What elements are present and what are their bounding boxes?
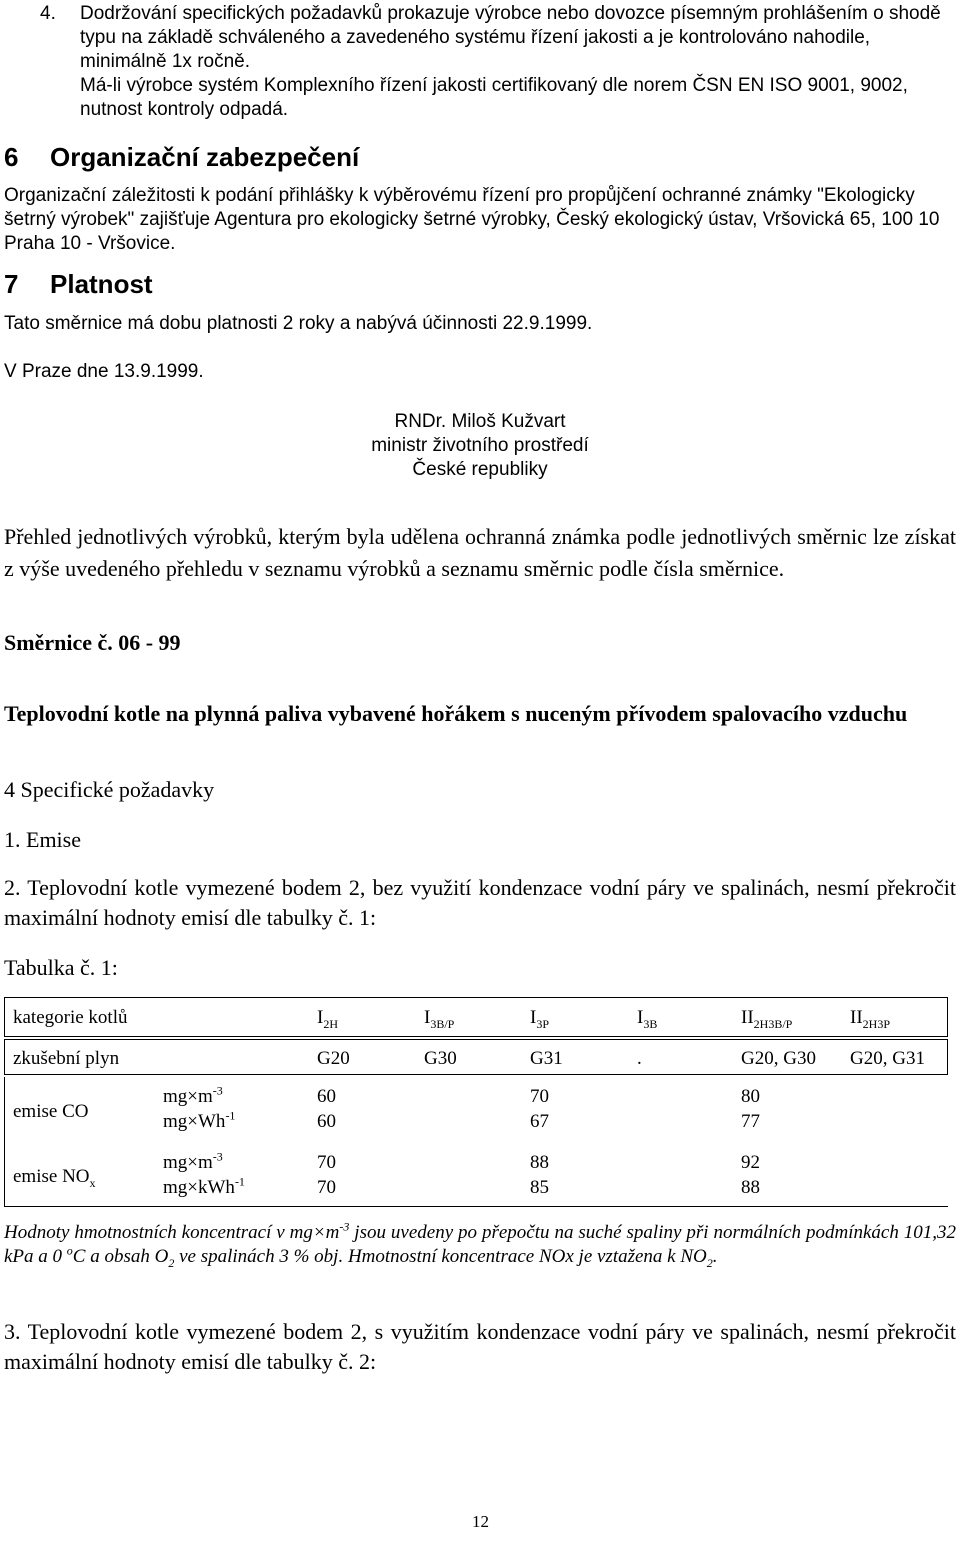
- nox-v1a: 70: [317, 1152, 336, 1173]
- category-ii2h3bp-sub: 2H3B/P: [753, 1016, 793, 1031]
- section-6-title: Organizační zabezpečení: [50, 142, 360, 172]
- category-i2h-base: I: [317, 1007, 324, 1028]
- section-6-number: 6: [4, 142, 19, 172]
- note-sup-1: -3: [339, 1219, 350, 1234]
- emissions-heading: 1. Emise: [4, 827, 81, 852]
- co-v1a: 60: [317, 1086, 336, 1107]
- point-2: 2. Teplovodní kotle vymezené bodem 2, bez využití kondenzace vodní páry ve spalinách, nesmí překročit maximální hodnoty emisí dle tabulky č. 1:: [4, 875, 956, 930]
- nox-label-sub: x: [89, 1175, 96, 1190]
- category-i3bp-sub: 3B/P: [430, 1016, 455, 1031]
- item-4: [40, 2, 955, 122]
- nox-unit-m3-sup: -3: [212, 1149, 223, 1164]
- category-i3p: [530, 1007, 549, 1029]
- category-i3bp: [424, 1007, 454, 1029]
- table-emission-block: [4, 1077, 948, 1207]
- section-6-heading: [4, 142, 359, 172]
- co-v1b: 60: [317, 1111, 336, 1132]
- nox-v3a: 92: [741, 1152, 760, 1173]
- nox-label-base: emise NO: [13, 1166, 90, 1187]
- co-unit-wh-base: mg×Wh: [163, 1111, 226, 1132]
- category-ii2h3bp-base: II: [741, 1007, 754, 1028]
- gas-label: zkušební plyn: [13, 1048, 120, 1069]
- note-part-2: jsou uvedeny po přepočtu na suché spaliny při normálních podmínkách 101,32 kPa a 0: [4, 1222, 957, 1267]
- note-part-4: ve spalinách 3 % obj. Hmotnostní koncentrace NOx je vztažena k NO: [174, 1246, 707, 1267]
- co-label: emise CO: [13, 1101, 89, 1122]
- co-unit-wh-sup: -1: [225, 1108, 236, 1123]
- co-unit-m3: [163, 1083, 223, 1108]
- overview-paragraph: Přehled jednotlivých výrobků, kterým byla udělena ochranná známka podle jednotlivých směrnic lze získat z výše uvedeného přehledu v seznamu výrobků a seznamu směrnic podle čísla směrnice.: [4, 524, 956, 581]
- co-unit-m3-base: mg×m: [163, 1086, 213, 1107]
- page-number: 12: [472, 1512, 489, 1531]
- nox-unit-m3: [163, 1149, 223, 1174]
- item-4-number: 4.: [40, 3, 56, 24]
- co-v3a: 80: [741, 1086, 760, 1107]
- co-v2b: 67: [530, 1111, 549, 1132]
- table-caption: Tabulka č. 1:: [4, 955, 118, 980]
- co-unit-wh: [163, 1108, 236, 1133]
- nox-unit-kwh: [163, 1174, 245, 1199]
- point-3: 3. Teplovodní kotle vymezené bodem 2, s využitím kondenzace vodní páry ve spalinách, nesmí překročit maximální hodnoty emisí dle tabulky č. 2:: [4, 1319, 956, 1374]
- co-v2a: 70: [530, 1086, 549, 1107]
- place-date: V Praze dne 13.9.1999.: [4, 361, 204, 382]
- signature-role: ministr životního prostředí: [371, 435, 589, 456]
- table-row-gas: [4, 1039, 948, 1075]
- nox-v2a: 88: [530, 1152, 549, 1173]
- category-i3b-base: I: [637, 1007, 644, 1028]
- section-7-heading: [4, 269, 153, 299]
- signature-name: RNDr. Miloš Kužvart: [394, 411, 566, 432]
- category-i2h-sub: 2H: [323, 1016, 338, 1031]
- note-sub-1: 2: [168, 1255, 175, 1270]
- specific-requirements: 4 Specifické požadavky: [4, 777, 215, 802]
- nox-v3b: 88: [741, 1177, 760, 1198]
- note-part-1: Hodnoty hmotnostních koncentrací v mg×m: [4, 1222, 340, 1243]
- section-7-text: Tato směrnice má dobu platnosti 2 roky a nabývá účinnosti 22.9.1999.: [4, 313, 593, 334]
- nox-unit-m3-base: mg×m: [163, 1152, 213, 1173]
- category-i3p-sub: 3P: [536, 1016, 550, 1031]
- category-i3bp-base: I: [424, 1007, 431, 1028]
- signature-country: České republiky: [412, 459, 548, 480]
- nox-unit-kwh-sup: -1: [234, 1174, 245, 1189]
- gas-g4: .: [637, 1048, 642, 1069]
- category-i2h: [317, 1007, 338, 1029]
- section-6-text: Organizační záležitosti k podání přihlášky k výběrovému řízení pro propůjčení ochranné známky "Ekologicky šetrný výrobek" zajišťuje Agentura pro ekologicky šetrné výrobky, Český ekologický ústav, Vršovická 65, 100 10 Praha 10 - Vršovice.: [4, 185, 940, 254]
- co-v3b: 77: [741, 1111, 760, 1132]
- category-i3p-base: I: [530, 1007, 537, 1028]
- note-sub-2: 2: [706, 1255, 713, 1270]
- gas-g3: G31: [530, 1048, 563, 1069]
- nox-unit-kwh-base: mg×kWh: [163, 1177, 235, 1198]
- directive-title: Teplovodní kotle na plynná paliva vybavené hořákem s nuceným přívodem spalovacího vzduchu: [4, 701, 908, 726]
- note-part-3: C a obsah O: [72, 1246, 169, 1267]
- gas-g6: G20, G31: [850, 1048, 925, 1069]
- nox-v2b: 85: [530, 1177, 549, 1198]
- category-ii2h3p-base: II: [850, 1007, 863, 1028]
- item-4-text: Dodržování specifických požadavků prokazuje výrobce nebo dovozce písemným prohlášením o shodě typu na základě schváleného a zavedeného systému řízení jakosti a je kontrolováno nahodile, minimálně 1x ročně.: [80, 3, 941, 72]
- table-row-category: [4, 997, 948, 1037]
- table-bottom-rule: [4, 1206, 948, 1207]
- section-7-title: Platnost: [50, 269, 153, 299]
- section-7-number: 7: [4, 269, 19, 299]
- co-unit-m3-sup: -3: [212, 1083, 223, 1098]
- category-i3b: [637, 1007, 657, 1029]
- category-ii2h3p-sub: 2H3P: [862, 1016, 890, 1031]
- note-part-5: .: [712, 1246, 718, 1267]
- item-4-certification-text: Má-li výrobce systém Komplexního řízení jakosti certifikovaný dle norem ČSN EN ISO 9001, 9002, nutnost kontroly odpadá.: [80, 75, 908, 120]
- category-ii2h3bp: [741, 1007, 792, 1029]
- directive-number: Směrnice č. 06 - 99: [4, 630, 181, 655]
- nox-v1b: 70: [317, 1177, 336, 1198]
- signature-block: [0, 410, 960, 482]
- category-ii2h3p: [850, 1007, 890, 1029]
- gas-g2: G30: [424, 1048, 457, 1069]
- category-label: kategorie kotlů: [13, 1007, 128, 1028]
- note-sup-2: o: [66, 1243, 73, 1258]
- nox-label: [13, 1166, 96, 1188]
- table-note: [4, 1221, 956, 1269]
- category-i3b-sub: 3B: [643, 1016, 658, 1031]
- gas-g5: G20, G30: [741, 1048, 816, 1069]
- gas-g1: G20: [317, 1048, 350, 1069]
